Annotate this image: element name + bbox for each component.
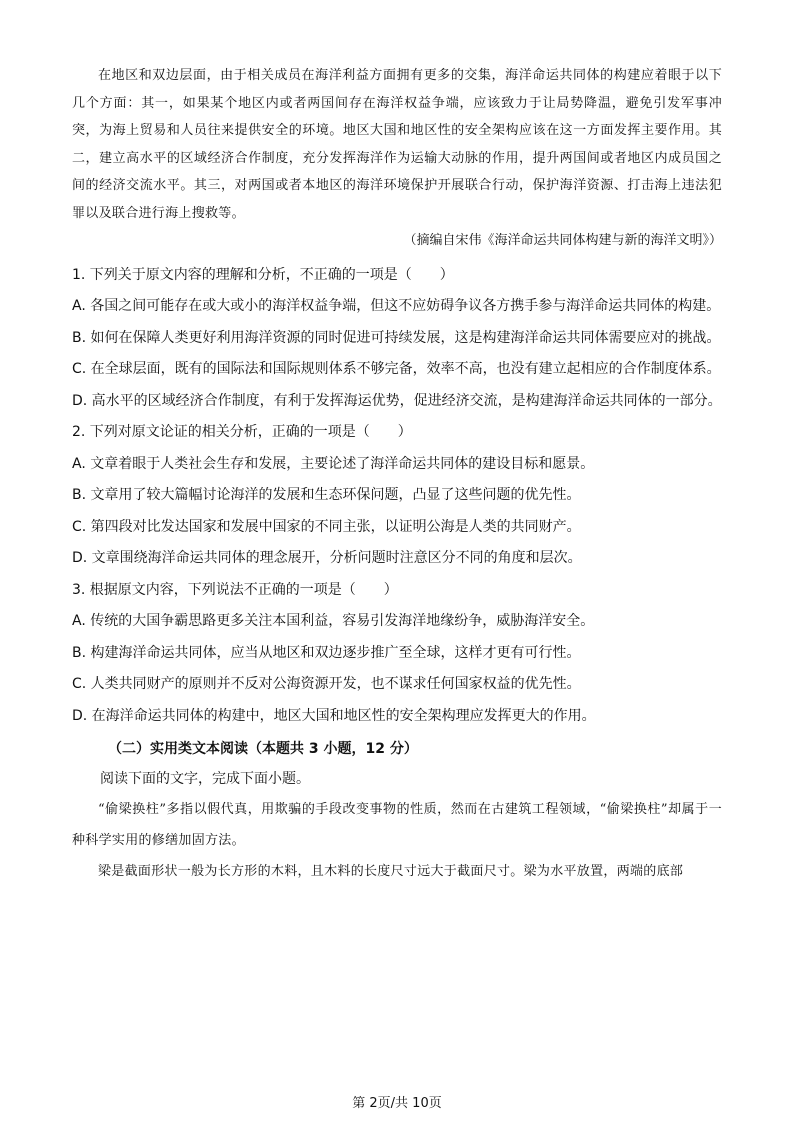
option-c: C. 第四段对比发达国家和发展中国家的不同主张，以证明公海是人类的共同财产。 [72,518,581,535]
option-c: C. 人类共同财产的原则并不反对公海资源开发，也不谋求任何国家权益的优先性。 [72,676,581,693]
question-1 [72,260,722,418]
option-b: B. 文章用了较大篇幅讨论海洋的发展和生态环保问题，凸显了这些问题的优先性。 [72,487,581,504]
document-body [72,62,722,887]
option-a: A. 文章着眼于人类社会生存和发展，主要论述了海洋命运共同体的建设目标和愿景。 [72,455,595,472]
option-d: D. 高水平的区域经济合作制度，有利于发挥海运优势，促进经济交流，是构建海洋命运共同体的一部分。 [72,392,722,409]
article-paragraph: “偷梁换柱”多指以假代真，用欺骗的手段改变事物的性质，然而在古建筑工程领域，“偷梁换柱”却属于一种科学实用的修缮加固方法。 [72,802,722,849]
question-stem: 1. 下列关于原文内容的理解和分析，不正确的一项是（ ） [72,266,454,283]
option-a: A. 传统的大国争霸思路更多关注本国利益，容易引发海洋地缘纷争，威胁海洋安全。 [72,613,595,630]
passage-source: （摘编自宋伟《海洋命运共同体构建与新的海洋文明》） [403,232,722,248]
question-3 [72,575,722,733]
page-number: 第 2页/共 10页 [352,1096,442,1111]
section-title: （二）实用类文本阅读（本题共 3 小题，12 分） [108,741,418,758]
option-d: D. 文章围绕海洋命运共同体的理念展开，分析问题时注意区分不同的角度和层次。 [72,550,582,567]
question-stem: 2. 下列对原文论证的相关分析，正确的一项是（ ） [72,424,412,441]
option-d: D. 在海洋命运共同体的构建中，地区大国和地区性的安全架构理应发挥更大的作用。 [72,707,596,724]
option-b: B. 如何在保障人类更好利用海洋资源的同时促进可持续发展，这是构建海洋命运共同体需要应对的挑战。 [72,329,721,346]
article-paragraph: 梁是截面形状一般为长方形的木料，且木料的长度尺寸远大于截面尺寸。梁为水平放置，两端的底部 [98,864,684,880]
question-stem: 3. 根据原文内容，下列说法不正确的一项是（ ） [72,581,398,598]
passage-paragraph: 在地区和双边层面，由于相关成员在海洋利益方面拥有更多的交集，海洋命运共同体的构建应着眼于以下几个方面：其一，如果某个地区内或者两国间存在海洋权益争端，应该致力于让局势降温，避免引发军事冲突，为海上贸易和人员往来提供安全的环境。地区大国和地区性的安全架构应该在这一方面发挥主要作用。其二，建立高水平的区域经济合作制度，充分发挥海洋作为运输大动脉的作用，提升两国间或者地区内成员国之间的经济交流水平。其三，对两国或者本地区的海洋环境保护开展联合行动，保护海洋资源、打击海上违法犯罪以及联合进行海上搜救等。 [72,68,722,221]
question-2 [72,417,722,575]
option-c: C. 在全球层面，既有的国际法和国际规则体系不够完备，效率不高，也没有建立起相应的合作制度体系。 [72,361,721,378]
option-a: A. 各国之间可能存在或大或小的海洋权益争端，但这不应妨碍争议各方携手参与海洋命运共同体的构建。 [72,298,721,315]
section-intro: 阅读下面的文字，完成下面小题。 [100,771,310,788]
option-b: B. 构建海洋命运共同体，应当从地区和双边逐步推广至全球，这样才更有可行性。 [72,644,581,661]
